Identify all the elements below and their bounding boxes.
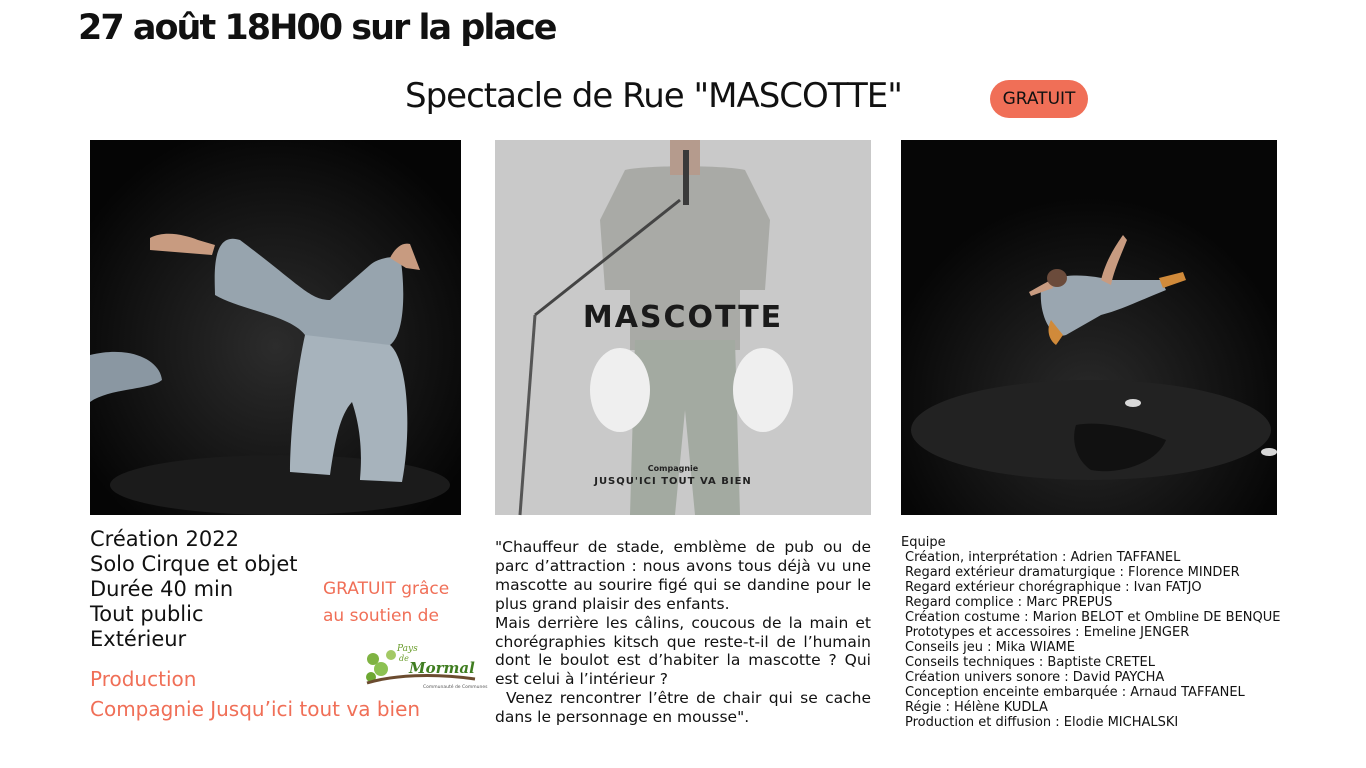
crew-credits [901,535,1280,730]
free-line: GRATUIT grâce [323,579,450,599]
crew-member: Conseils jeu : Mika WIAME [905,640,1075,655]
performance-photo-right [901,140,1277,515]
description-paragraph: Venez rencontrer l’être de chair qui se cache dans le personnage en mousse". [495,689,871,727]
crew-member: Création, interprétation : Adrien TAFFANEL [905,550,1181,565]
crew-list [901,550,1280,730]
crew-member: Regard extérieur dramaturgique : Florence MINDER [905,565,1240,580]
crew-member: Conception enceinte embarquée : Arnaud TAFFANEL [905,685,1245,700]
crew-member: Conseils techniques : Baptiste CRETEL [905,655,1155,670]
free-line: au soutien de [323,606,439,626]
crew-member: Création univers sonore : David PAYCHA [905,670,1165,685]
logo-tagline: Communauté de Communes [423,685,488,690]
crew-member: Regard extérieur chorégraphique : Ivan FATJO [905,580,1202,595]
crew-title: Equipe [901,535,946,550]
description-paragraph: "Chauffeur de stade, emblème de pub ou de parc d’attraction : nous avons tous déjà vu une mascotte au sourire figé qui se dandine pour le plus grand plaisir des enfants. [495,538,871,613]
free-badge: GRATUIT [990,80,1088,118]
poster-company-label: Compagnie [647,464,699,473]
free-thanks-note [323,576,449,630]
info-line: Tout public [90,602,204,626]
show-description [495,538,871,727]
logo-text-mormal: Mormal [409,659,475,677]
crew-member: Régie : Hélène KUDLA [905,700,1048,715]
production-company: Compagnie Jusqu’ici tout va bien [90,697,421,721]
crew-member: Création costume : Marion BELOT et Ombline DE BENQUE [905,610,1281,625]
show-info [90,527,298,652]
show-title: Spectacle de Rue "MASCOTTE" [405,76,902,116]
crew-member: Prototypes et accessoires : Emeline JENGER [905,625,1190,640]
info-line: Extérieur [90,627,187,651]
logo-text-pays: Pays [397,644,418,654]
poster-company-name: JUSQU'ICI TOUT VA BIEN [594,476,752,487]
info-line: Durée 40 min [90,577,234,601]
logo-text-de: de [399,654,409,663]
performance-photo-left [90,140,461,515]
crew-member: Production et diffusion : Elodie MICHALSKI [905,715,1179,730]
production-credit [90,664,430,724]
date-heading: 27 août 18H00 sur la place [78,8,556,48]
crew-member: Regard complice : Marc PREPUS [905,595,1113,610]
description-paragraph: Mais derrière les câlins, coucous de la main et chorégraphies kitsch que reste-t-il de l’humain dont le boulot est d’habiter la mascotte ? Qui est celui à l’intérieur ? [495,613,871,689]
mascotte-poster [495,140,871,515]
info-line: Création 2022 [90,527,239,551]
poster-logo-text: MASCOTTE [582,300,784,335]
info-line: Solo Cirque et objet [90,552,298,576]
production-label: Production [90,667,197,691]
